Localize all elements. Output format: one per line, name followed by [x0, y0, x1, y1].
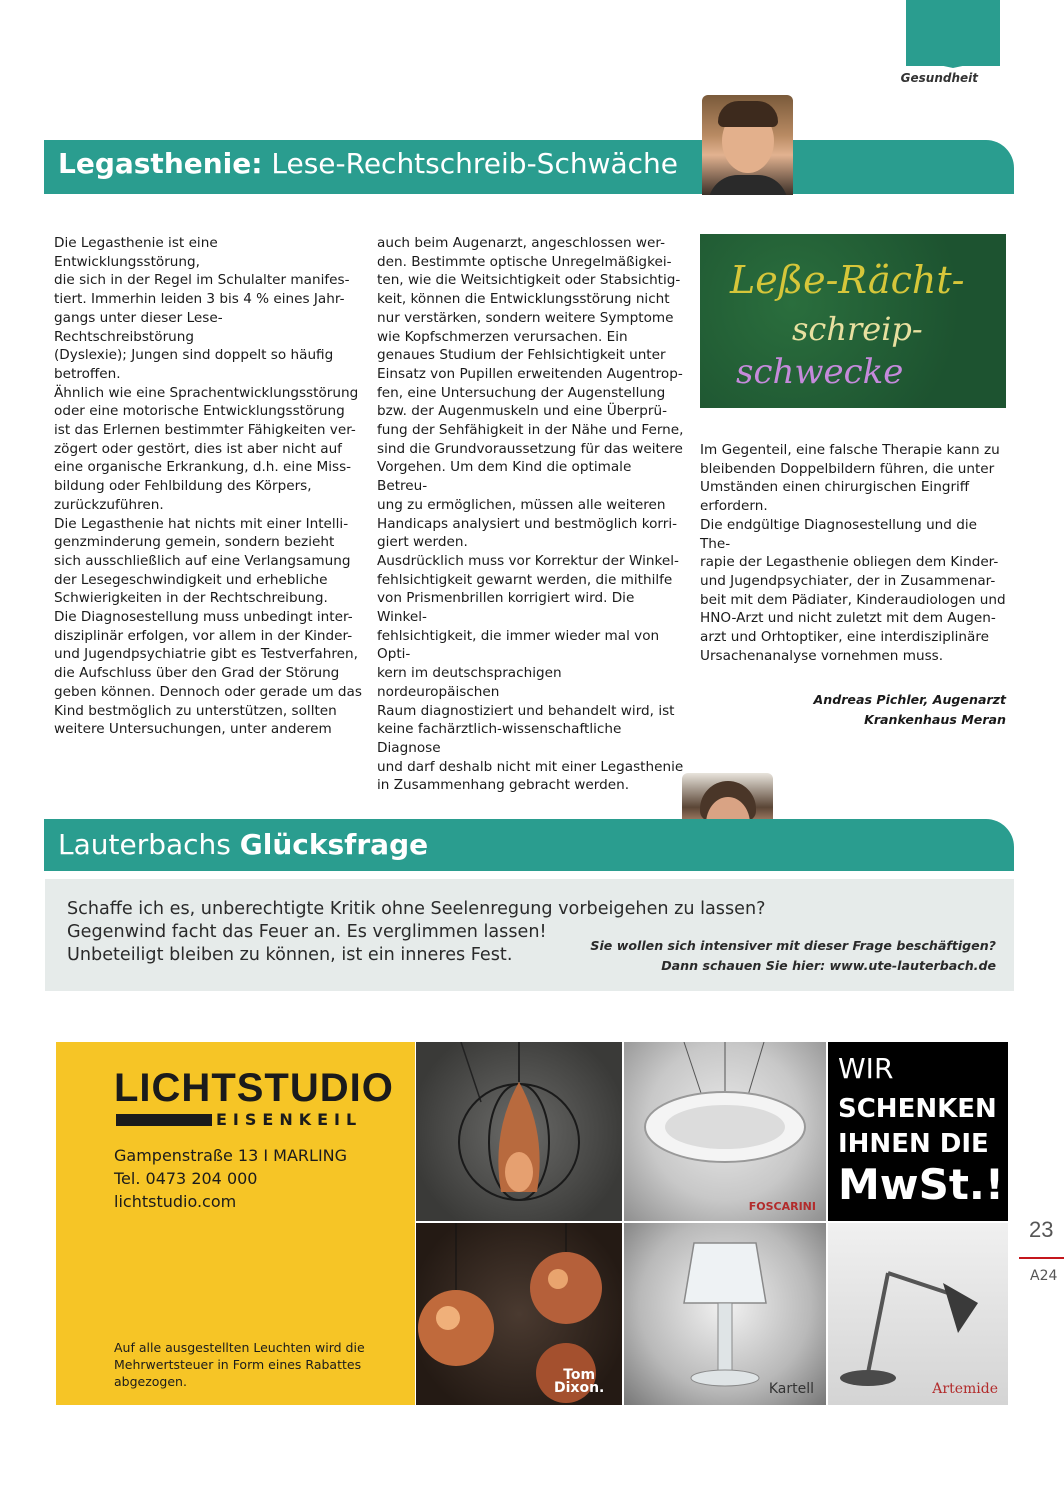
crystal-lamp-graphic — [624, 1223, 826, 1405]
cage-lamp-graphic — [416, 1042, 622, 1221]
lamp-image-crystal — [624, 1223, 826, 1405]
question-line-1: Schaffe ich es, unberechtigte Kritik ohne Seelenregung vorbeigehen zu lassen? — [67, 899, 766, 919]
promo-headline — [838, 1092, 997, 1162]
promo-line-1: WIR — [838, 1052, 894, 1085]
ad-panel — [56, 1042, 415, 1405]
promo-line-2: SCHENKEN — [838, 1094, 997, 1124]
portrait-hair — [718, 101, 778, 127]
ad-contact — [114, 1144, 347, 1213]
ad-logo: LICHTSTUDIO — [114, 1066, 394, 1110]
desk-lamp-graphic — [828, 1223, 1008, 1405]
page-code: A24 — [1030, 1268, 1058, 1284]
question-box — [45, 879, 1014, 991]
column-title-bold: Glücksfrage — [239, 828, 429, 861]
article-title — [58, 147, 678, 180]
article-author: Andreas Pichler, Augenarzt Krankenhaus Meran — [813, 692, 1006, 727]
column-title — [58, 828, 428, 861]
column-title-bar — [44, 819, 1014, 871]
article-title-rest: Lese-Rechtschreib-Schwäche — [262, 147, 679, 180]
ad-logo-sub: EISENKEIL — [216, 1110, 363, 1129]
ad-phone: Tel. 0473 204 000 — [114, 1169, 258, 1188]
chalk-line-3: schwecke — [736, 352, 904, 392]
brand-foscarini: FOSCARINI — [748, 1200, 816, 1213]
reference-line-1: Sie wollen sich intensiver mit dieser Frage beschäftigen? — [590, 938, 996, 953]
page-number-rule — [1019, 1257, 1064, 1259]
article-title-bar — [44, 140, 1014, 194]
chandelier-graphic — [624, 1042, 826, 1221]
ad-disclaimer: Auf alle ausgestellten Leuchten wird die Mehrwertsteuer in Form eines Rabattes abgezogen. — [114, 1340, 365, 1389]
promo-line-3: IHNEN DIE — [838, 1129, 989, 1159]
brand-tom-dixon — [554, 1369, 604, 1395]
brand-artemide: Artemide — [932, 1381, 998, 1397]
article-column-2: auch beim Augenarzt, angeschlossen wer- den. Bestimmte optische Unregelmäßigkei- ten, wie die Weitsichtigkeit oder Stabsichtig- keit, können die Entwicklungsstörung nicht nur verstärken, sondern weitere Symptome wie Kopfschmerzen verursachen. Ein genaues Studium der Fehlsichtigkeit unter Einsatz von Pupillen erweitenden Augentrop- fen, eine Untersuchung der Augenstellung bzw. der Augenmuskeln und eine Überprü- fung der Sehfähigkeit in der Nähe und Ferne, sind die Grundvoraussetzung für das weitere Vorgehen. Um dem Kind die optimale Betreu- ung zu ermöglichen, müssen alle weiteren Handicaps analysiert und bestmöglich korri- giert werden. Ausdrücklich muss vor Korrektur der Winkel- fehlsichtigkeit gewarnt werden, die mithilfe von Prismenbrillen korrigiert wird. Die Winkel- fehlsichtigkeit, die immer wieder mal von Opti- kern im deutschsprachigen nordeuropäischen Raum diagnostiziert und behandelt wird, ist keine fachärztlich-wissenschaftliche Diagnose und darf deshalb nicht mit einer Legasthenie in Zusammenhang gebracht werden. — [377, 235, 684, 794]
brand-tom-dixon-line-1: Tom — [563, 1367, 596, 1383]
page-number: 23 — [1029, 1217, 1054, 1242]
ad-logo-bar — [116, 1114, 212, 1126]
portrait-shoulders — [708, 175, 788, 195]
question-line-2: Gegenwind facht das Feuer an. Es verglimmen lassen! — [67, 922, 547, 942]
section-tab-tip — [906, 58, 1000, 68]
promo-line-4: MwSt.! — [838, 1160, 1005, 1209]
brand-tom-dixon-line-2: Dixon. — [554, 1380, 605, 1396]
question-line-3: Unbeteiligt bleiben zu können, ist ein inneres Fest. — [67, 945, 513, 965]
column-title-regular: Lauterbachs — [58, 828, 240, 861]
chalkboard-image — [700, 234, 1006, 408]
article-column-1: Die Legasthenie ist eine Entwicklungsstörung, die sich in der Regel im Schulalter manifes- tiert. Immerhin leiden 3 bis 4 % eines Jahr- gangs unter dieser Lese-Rechtschreibstörung (Dyslexie); Jungen sind doppelt so häufig betroffen. Ähnlich wie eine Sprachentwicklungsstörung oder eine motorische Entwicklungsstörung ist das Erlernen bestimmter Fähigkeiten ver- zögert oder gestört, dies ist aber nicht auf eine organische Erkrankung, d.h. eine Miss- bildung oder Fehlbildung des Körpers, zurückzuführen. Die Legasthenie hat nichts mit einer Intelli- genzminderung gemein, sondern bezieht sich ausschließlich auf eine Verlangsamung der Lesegeschwindigkeit und erhebliche Schwierigkeiten in der Rechtschreibung. Die Diagnosestellung muss unbedingt inter- disziplinär erfolgen, vor allem in der Kinder- und Jugendpsychiatrie gibt es Testverfahren, die Aufschluss über den Grad der Störung geben können. Dennoch oder gerade um das Kind bestmöglich zu unterstützen, sollten weitere Untersuchungen, unter anderem — [54, 235, 362, 738]
reference-link[interactable]: Dann schauen Sie hier: www.ute-lauterbach.de — [661, 958, 996, 973]
section-label: Gesundheit — [900, 71, 978, 85]
question-reference — [590, 936, 996, 976]
lamp-image-chandelier — [624, 1042, 826, 1221]
article-title-bold: Legasthenie: — [58, 147, 263, 180]
lamp-image-copper-globes — [416, 1223, 622, 1405]
chalk-line-2: schreip- — [792, 310, 923, 348]
ad-web-link[interactable]: lichtstudio.com — [114, 1192, 237, 1211]
author-portrait — [702, 95, 793, 195]
ad-address: Gampenstraße 13 I MARLING — [114, 1146, 348, 1165]
promo-panel — [828, 1042, 1008, 1221]
brand-kartell: Kartell — [768, 1381, 814, 1397]
article-column-3: Im Gegenteil, eine falsche Therapie kann zu bleibenden Doppelbildern führen, die unter Umständen einen chirurgischen Eingriff erfordern. Die endgültige Diagnosestellung und die The- rapie der Legasthenie obliegen dem Kinder- und Jugendpsychiater, der in Zusammenar- beit mit dem Pädiater, Kinderaudiologen und HNO-Arzt und nicht zuletzt mit dem Augen- arzt und Orhtoptiker, eine interdisziplinäre Ursachenanalyse vornehmen muss. — [700, 442, 1006, 664]
chalk-line-1: Leße-Rächt- — [730, 258, 965, 302]
lamp-image-desk — [828, 1223, 1008, 1405]
lamp-image-cage — [416, 1042, 622, 1221]
section-tab — [906, 0, 1000, 66]
